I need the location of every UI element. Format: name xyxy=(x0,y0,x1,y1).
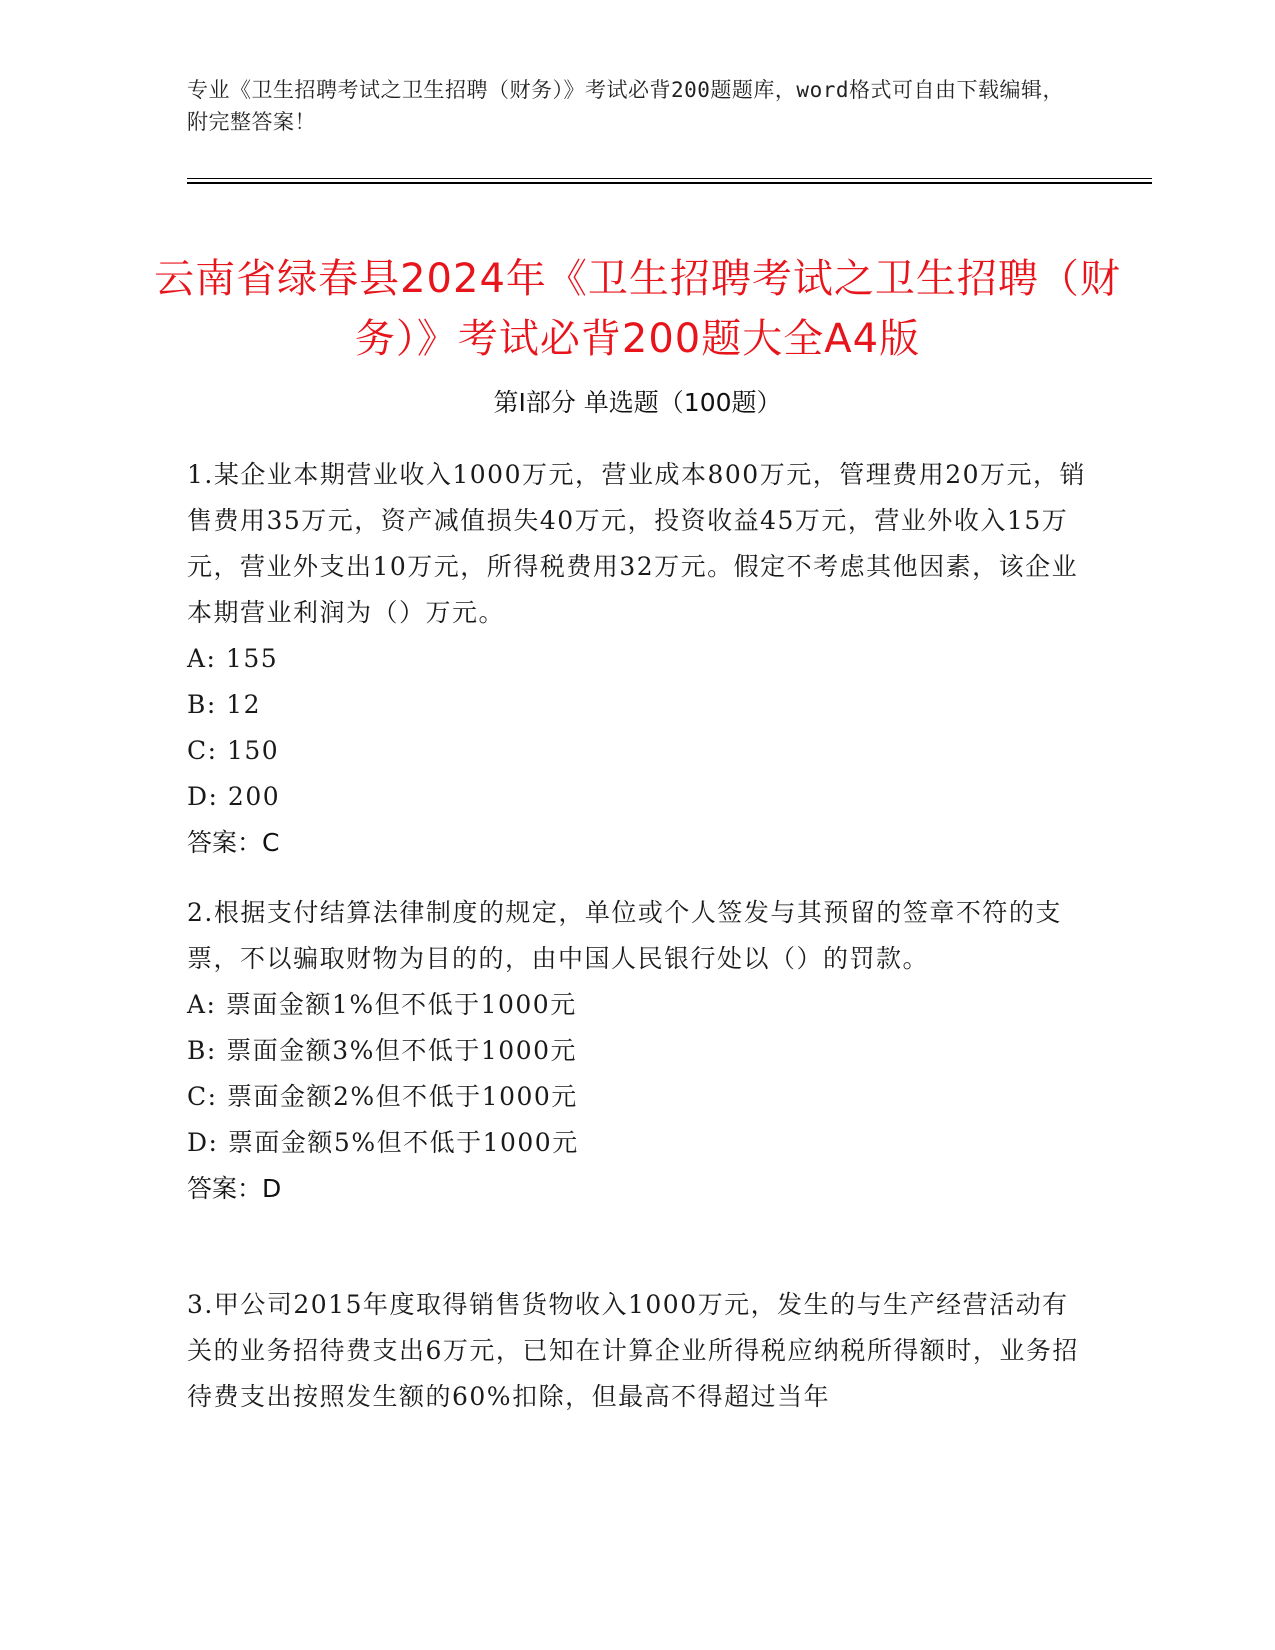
document-title: 云南省绿春县2024年《卫生招聘考试之卫生招聘（财务）》考试必背200题大全A4版 xyxy=(154,255,1121,362)
question-2 xyxy=(187,890,1087,1212)
header-divider-thick xyxy=(187,182,1152,184)
section-title: 第Ⅰ部分 单选题（100题） xyxy=(493,388,782,417)
option-d: D: 票面金额5%但不低于1000元 xyxy=(187,1128,579,1157)
option-a: A: 票面金额1%但不低于1000元 xyxy=(187,990,577,1019)
option-b: B: 票面金额3%但不低于1000元 xyxy=(187,1036,578,1065)
question-1 xyxy=(187,452,1087,866)
option-a: A: 155 xyxy=(187,644,279,673)
question-3 xyxy=(187,1282,1087,1420)
question-stem: 1.某企业本期营业收入1000万元，营业成本800万元，管理费用20万元，销售费用35万元，资产减值损失40万元，投资收益45万元，营业外收入15万元，营业外支出10万元，所得税费用32万元。假定不考虑其他因素，该企业本期营业利润为（）万元。 xyxy=(187,460,1087,627)
option-b: B: 12 xyxy=(187,690,262,719)
option-c: C: 150 xyxy=(187,736,280,765)
answer: 答案：C xyxy=(187,828,280,857)
question-stem: 3.甲公司2015年度取得销售货物收入1000万元，发生的与生产经营活动有关的业务招待费支出6万元，已知在计算企业所得税应纳税所得额时，业务招待费支出按照发生额的60%扣除，但最高不得超过当年 xyxy=(187,1290,1079,1411)
header-divider-thin xyxy=(187,178,1152,179)
answer: 答案：D xyxy=(187,1174,282,1203)
option-d: D: 200 xyxy=(187,782,281,811)
header-note: 专业《卫生招聘考试之卫生招聘（财务）》考试必背200题题库，word格式可自由下载编辑，附完整答案！ xyxy=(187,78,1064,134)
question-stem: 2.根据支付结算法律制度的规定，单位或个人签发与其预留的签章不符的支票，不以骗取财物为目的的，由中国人民银行处以（）的罚款。 xyxy=(187,898,1062,973)
option-c: C: 票面金额2%但不低于1000元 xyxy=(187,1082,578,1111)
